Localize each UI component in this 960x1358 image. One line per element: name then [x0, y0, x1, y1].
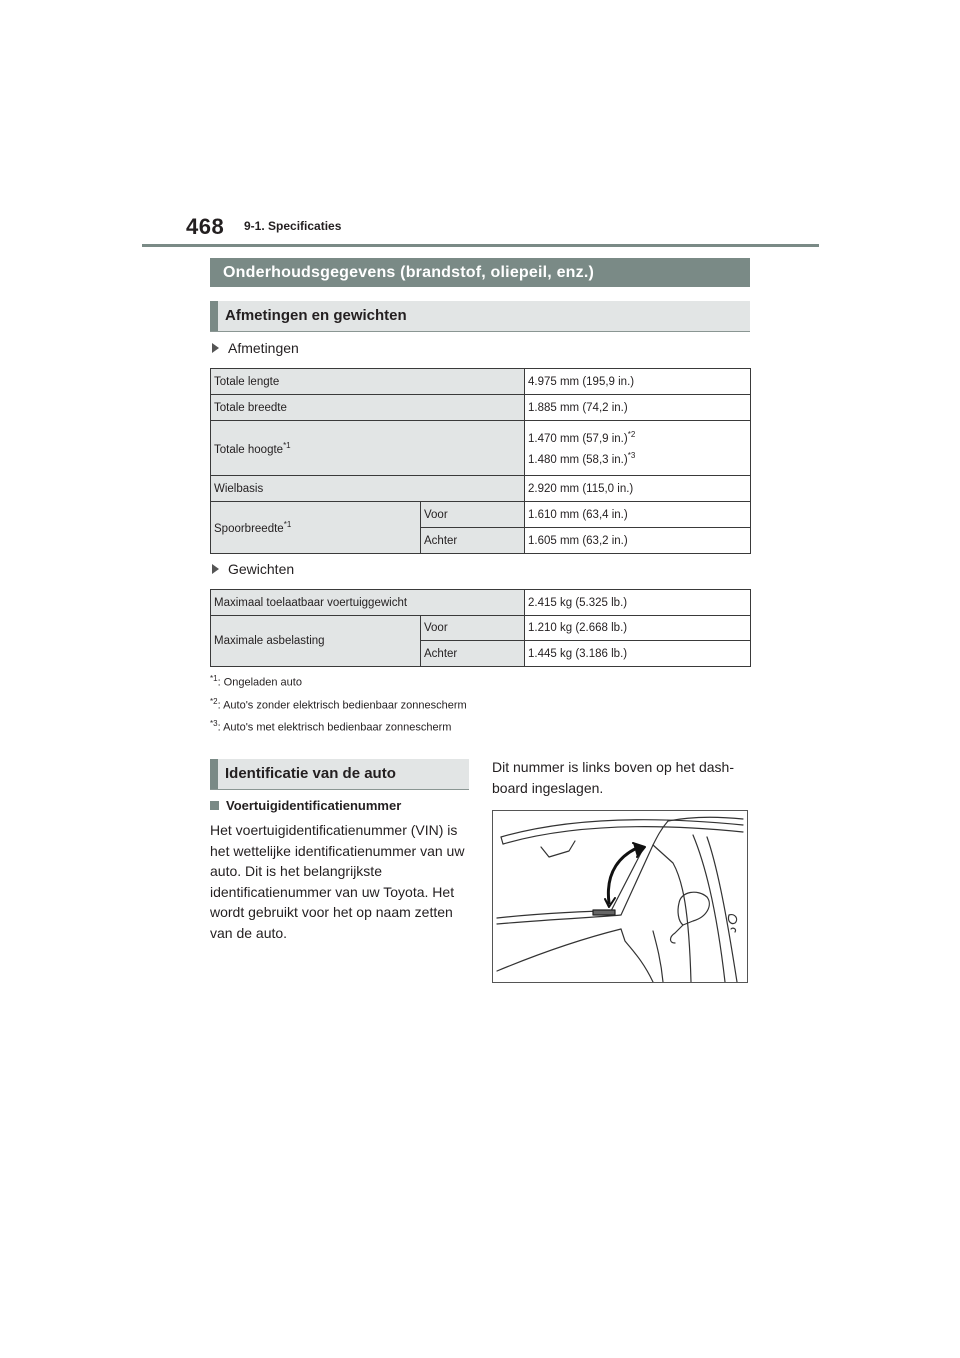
- table-cell-value: 1.610 mm (63,4 in.): [525, 502, 751, 528]
- arrow-icon: [212, 343, 219, 353]
- table-row: [211, 395, 751, 421]
- table-cell-value: 2.415 kg (5.325 lb.): [525, 590, 751, 616]
- arrow-icon: [212, 564, 219, 574]
- vin-location-illustration: [492, 810, 748, 983]
- table-cell-sublabel: Voor: [421, 616, 525, 641]
- table-cell-label: Spoorbreedte$^{*1}$: [211, 502, 421, 554]
- section-banner: Onderhoudsgegevens (brandstof, oliepeil, enz.): [210, 258, 750, 287]
- footnote: $^{*1}$: Ongeladen auto: [210, 674, 302, 689]
- table-cell-label: Totale lengte: [211, 369, 525, 395]
- weights-table: [210, 589, 751, 667]
- gewichten-heading: Gewichten: [212, 561, 294, 577]
- square-bullet-icon: [210, 801, 219, 810]
- subsection-title: Afmetingen en gewichten: [225, 307, 407, 324]
- vin-location-text: Dit nummer is links boven op het dash-board ingeslagen.: [492, 759, 734, 796]
- afmetingen-heading: Afmetingen: [212, 340, 299, 356]
- table-cell-value: 1.605 mm (63,2 in.): [525, 528, 751, 554]
- vin-description: Het voertuigidentificatienummer (VIN) is het wettelijke identificatienummer van uw auto. Dit is het belangrijkste identificatienummer van uw Toyota. Het wordt gebruikt voor het op naam zetten van de auto.: [210, 822, 465, 941]
- table-cell-value: 1.885 mm (74,2 in.): [525, 395, 751, 421]
- table-row: [211, 476, 751, 502]
- dimensions-table: [210, 368, 751, 554]
- subsection-banner-identification: [210, 759, 469, 790]
- footnote: $^{*3}$: Auto's met elektrisch bedienbaar zonnescherm: [210, 719, 452, 734]
- table-cell-value: 2.920 mm (115,0 in.): [525, 476, 751, 502]
- table-row: [211, 421, 751, 476]
- table-cell-label: Wielbasis: [211, 476, 525, 502]
- car-dashboard-drawing: [493, 811, 747, 982]
- table-cell-value: 1.470 mm (57,9 in.)$^{*2}$ 1.480 mm (58,3 in.)$^{*3}$: [525, 421, 751, 476]
- chapter-title: 9-1. Specificaties: [244, 219, 342, 233]
- table-cell-value: 1.210 kg (2.668 lb.): [525, 616, 751, 641]
- table-cell-value: 1.445 kg (3.186 lb.): [525, 641, 751, 667]
- table-cell-sublabel: Voor: [421, 502, 525, 528]
- table-row: [211, 590, 751, 616]
- table-row: [211, 502, 751, 528]
- header-divider: [142, 244, 819, 247]
- table-cell-sublabel: Achter: [421, 641, 525, 667]
- table-cell-label: Maximale asbelasting: [211, 616, 421, 667]
- table-cell-label: Totale breedte: [211, 395, 525, 421]
- table-cell-label: Totale hoogte$^{*1}$: [211, 421, 525, 476]
- table-cell-value: 4.975 mm (195,9 in.): [525, 369, 751, 395]
- table-row: [211, 616, 751, 641]
- table-cell-sublabel: Achter: [421, 528, 525, 554]
- subsection-banner-dimensions: [210, 301, 750, 332]
- page-number: 468: [186, 214, 225, 239]
- table-row: [211, 369, 751, 395]
- vin-heading: Voertuigidentificatienummer: [210, 798, 401, 813]
- table-cell-label: Maximaal toelaatbaar voertuiggewicht: [211, 590, 525, 616]
- subsection-title: Identificatie van de auto: [225, 765, 396, 782]
- footnote: $^{*2}$: Auto's zonder elektrisch bedienbaar zonnescherm: [210, 697, 467, 712]
